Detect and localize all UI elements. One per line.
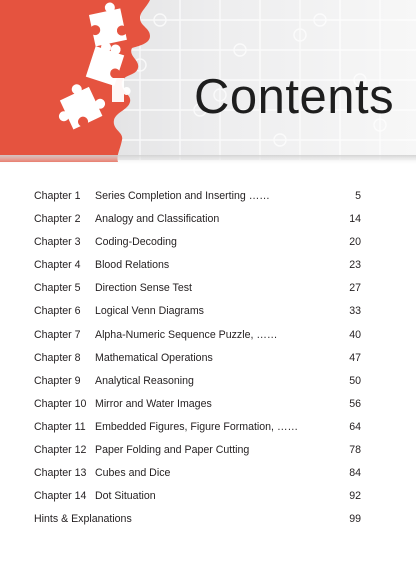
page-title: Contents — [194, 70, 395, 124]
chapter-number: Chapter 10 — [34, 397, 87, 410]
page-number: 99 — [349, 513, 361, 526]
chapter-number: Chapter 5 — [34, 282, 81, 295]
chapter-title: Mathematical Operations — [95, 351, 213, 364]
chapter-number: Chapter 14 — [34, 490, 87, 503]
toc-entry[interactable] — [34, 254, 364, 277]
table-of-contents — [34, 185, 364, 531]
page-number: 47 — [349, 351, 361, 364]
toc-entry[interactable] — [34, 347, 364, 370]
page-number: 23 — [349, 259, 361, 272]
chapter-number: Chapter 4 — [34, 259, 81, 272]
chapter-title: Paper Folding and Paper Cutting — [95, 444, 250, 457]
chapter-title: Coding-Decoding — [95, 236, 177, 249]
chapter-number: Chapter 12 — [34, 444, 87, 457]
chapter-number: Chapter 2 — [34, 213, 81, 226]
page-number: 40 — [349, 328, 361, 341]
toc-entry[interactable] — [34, 277, 364, 300]
chapter-title: Analogy and Classification — [95, 213, 220, 226]
chapter-title: Dot Situation — [95, 490, 156, 503]
toc-entry[interactable] — [34, 439, 364, 462]
chapter-title: Alpha-Numeric Sequence Puzzle, …… — [95, 328, 278, 341]
toc-entry[interactable] — [34, 462, 364, 485]
chapter-title: Analytical Reasoning — [95, 374, 194, 387]
toc-entry[interactable] — [34, 485, 364, 508]
page-number: 64 — [349, 420, 361, 433]
chapter-number: Chapter 3 — [34, 236, 81, 249]
page-number: 20 — [349, 236, 361, 249]
toc-entry[interactable] — [34, 370, 364, 393]
page-number: 56 — [349, 397, 361, 410]
chapter-number: Chapter 7 — [34, 328, 81, 341]
chapter-number: Chapter 6 — [34, 305, 81, 318]
toc-entry[interactable] — [34, 208, 364, 231]
page-number: 27 — [349, 282, 361, 295]
toc-entry[interactable] — [34, 324, 364, 347]
page-number: 14 — [349, 213, 361, 226]
toc-entry[interactable] — [34, 231, 364, 254]
page-number: 92 — [349, 490, 361, 503]
appendix-title: Hints & Explanations — [34, 513, 132, 526]
chapter-title: Logical Venn Diagrams — [95, 305, 204, 318]
page-number: 5 — [355, 190, 361, 202]
chapter-title: Series Completion and Inserting …… — [95, 190, 270, 202]
page-number: 78 — [349, 444, 361, 457]
chapter-number: Chapter 9 — [34, 374, 81, 387]
chapter-title: Embedded Figures, Figure Formation, …… — [95, 420, 299, 433]
chapter-title: Direction Sense Test — [95, 282, 192, 295]
page-number: 84 — [349, 467, 361, 480]
toc-entry[interactable] — [34, 393, 364, 416]
page-number: 33 — [349, 305, 361, 318]
page-number: 50 — [349, 374, 361, 387]
chapter-number: Chapter 8 — [34, 351, 81, 364]
chapter-title: Cubes and Dice — [95, 467, 171, 480]
toc-entry[interactable] — [34, 185, 364, 208]
chapter-number: Chapter 11 — [34, 420, 86, 433]
toc-entry[interactable] — [34, 416, 364, 439]
chapter-title: Blood Relations — [95, 259, 170, 272]
chapter-number: Chapter 13 — [34, 467, 87, 480]
chapter-title: Mirror and Water Images — [95, 397, 212, 410]
toc-entry-appendix[interactable] — [34, 508, 364, 531]
chapter-number: Chapter 1 — [34, 190, 81, 202]
toc-entry[interactable] — [34, 300, 364, 323]
